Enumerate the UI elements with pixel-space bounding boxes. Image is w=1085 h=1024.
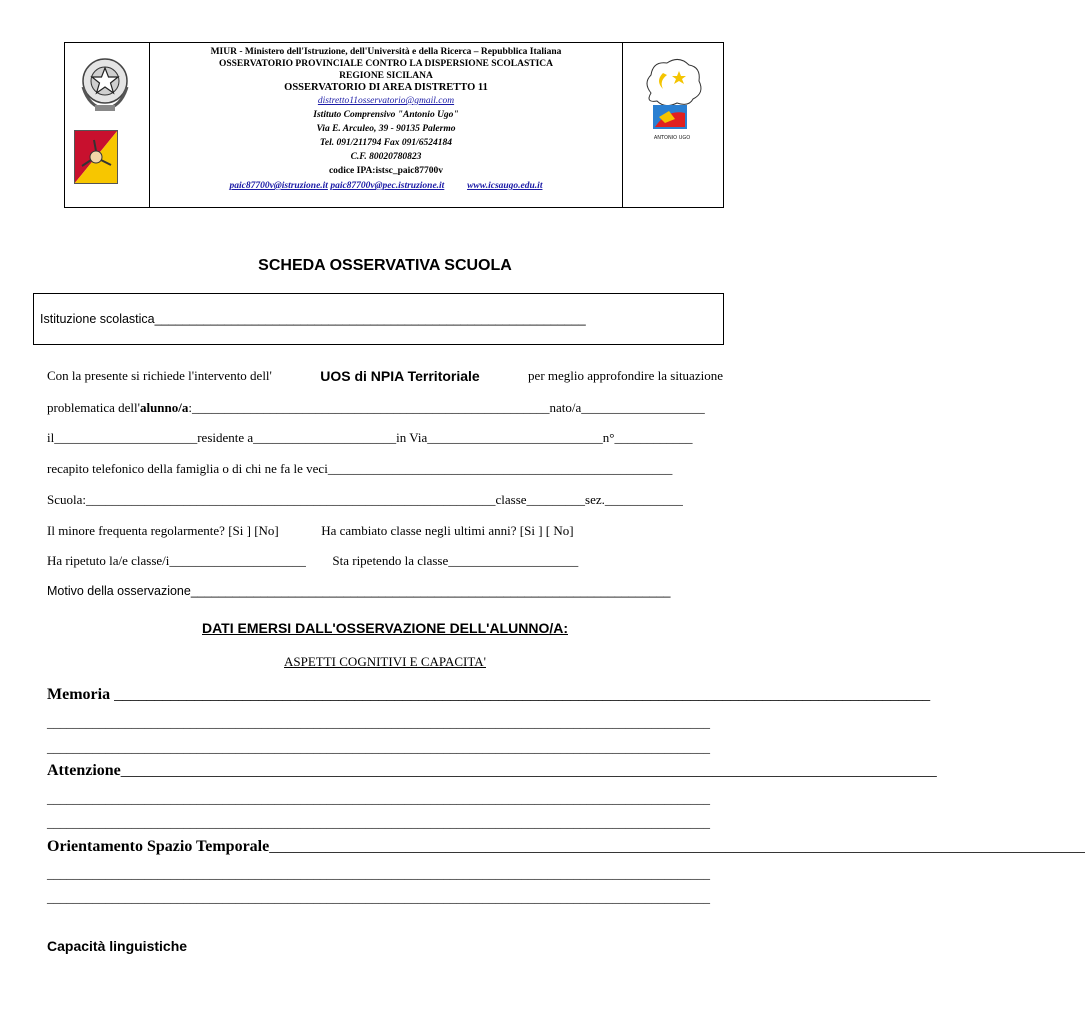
header-cf: C.F. 80020780823 [350,152,422,162]
alunno-field[interactable]: :_______________________________________________________nato/a___________________ [188,400,705,415]
letterhead-left-logos [65,43,150,207]
alunno-label: alunno/a [139,400,189,415]
memoria-label: Memoria [47,686,111,703]
school-logo-icon [639,53,705,143]
orientamento-field[interactable]: ______________________________________________________________________________________________________ [269,838,1085,855]
alunno-line[interactable] [47,400,723,416]
header-ipa: codice IPA:istsc_paic87700v [328,166,444,176]
page-title: SCHEDA OSSERVATIVA SCUOLA [258,257,512,274]
capacita-linguistiche-heading: Capacità linguistiche [47,938,188,954]
istituzione-box [33,293,724,345]
request-text-1: Con la presente si richiede l'intervento dell' [47,368,272,383]
frequenta-question[interactable]: Il minore frequenta regolarmente? [Si ] [No] [47,523,279,538]
orientamento-line[interactable] [47,838,1085,856]
header-school: Istituto Comprensivo "Antonio Ugo" [313,110,459,120]
attenzione-blank-2[interactable]: ______________________________________________________________________________________________________ [47,815,710,830]
ripetendo-field[interactable]: Sta ripetendo la classe____________________ [332,553,579,568]
header-line-osservatorio: OSSERVATORIO PROVINCIALE CONTRO LA DISPERSIONE SCOLASTICA [218,59,554,69]
school-class-line[interactable]: Scuola:_______________________________________________________________classe_________sez.____________ [47,492,683,507]
memoria-blank-2[interactable]: ______________________________________________________________________________________________________ [47,740,710,755]
memoria-line[interactable] [47,686,931,704]
header-phone: Tel. 091/211794 Fax 091/6524184 [319,138,453,148]
section-dati: DATI EMERSI DALL'OSSERVAZIONE DELL'ALUNNO/A: [202,620,568,636]
phone-line[interactable]: recapito telefonico della famiglia o di chi ne fa le veci_____________________________________________________ [47,461,673,476]
header-email-link[interactable]: distretto11osservatorio@gmail.com [317,96,455,106]
request-text-2: per meglio approfondire la situazione [528,368,723,383]
attendance-line [47,523,723,539]
svg-text:ANTONIO UGO: ANTONIO UGO [653,135,691,141]
letterhead-text [149,46,623,192]
orientamento-blank-1[interactable]: ______________________________________________________________________________________________________ [47,866,710,881]
ripetuto-field[interactable]: Ha ripetuto la/e classe/i_____________________ [47,553,306,568]
alunno-prefix: problematica dell' [47,400,140,415]
italian-republic-emblem-icon [75,53,135,115]
link-website[interactable]: www.icsaugo.edu.it [467,181,543,191]
birth-address-line[interactable]: il______________________residente a______________________in Via___________________________n°____________ [47,430,693,445]
letterhead-right-logo [622,43,723,207]
attenzione-label: Attenzione [47,762,121,779]
memoria-blank-1[interactable]: ______________________________________________________________________________________________________ [47,715,710,730]
cambiato-question[interactable]: Ha cambiato classe negli ultimi anni? [Si ] [ No] [321,523,574,538]
orientamento-blank-2[interactable]: ______________________________________________________________________________________________________ [47,890,710,905]
attenzione-blank-1[interactable]: ______________________________________________________________________________________________________ [47,791,710,806]
attenzione-field[interactable]: ______________________________________________________________________________________________________ [120,762,937,779]
link-istruzione[interactable]: paic87700v@istruzione.it [229,181,328,191]
repeat-line [47,553,723,569]
header-line-regione: REGIONE SICILANA [339,71,433,81]
motivo-field[interactable]: Motivo della osservazione_____________________________________________________________________ [47,584,671,598]
request-uos: UOS di NPIA Territoriale [320,368,480,384]
orientamento-label: Orientamento Spazio Temporale [47,838,270,855]
header-links [149,180,623,192]
section-aspetti: ASPETTI COGNITIVI E CAPACITA' [284,654,486,669]
header-line-distretto: OSSERVATORIO DI AREA DISTRETTO 11 [284,82,488,93]
memoria-field[interactable]: ______________________________________________________________________________________________________ [114,686,931,703]
header-address: Via E. Arculeo, 39 - 90135 Palermo [316,124,456,134]
request-line [47,368,723,384]
istituzione-field[interactable]: Istituzione scolastica______________________________________________________________ [40,312,586,326]
sicily-region-flag-icon [74,130,118,184]
header-line-miur: MIUR - Ministero dell'Istruzione, dell'Università e della Ricerca – Repubblica Italiana [210,47,562,57]
link-pec[interactable]: paic87700v@pec.istruzione.it [330,181,445,191]
letterhead [64,42,724,208]
attenzione-line[interactable] [47,762,937,780]
